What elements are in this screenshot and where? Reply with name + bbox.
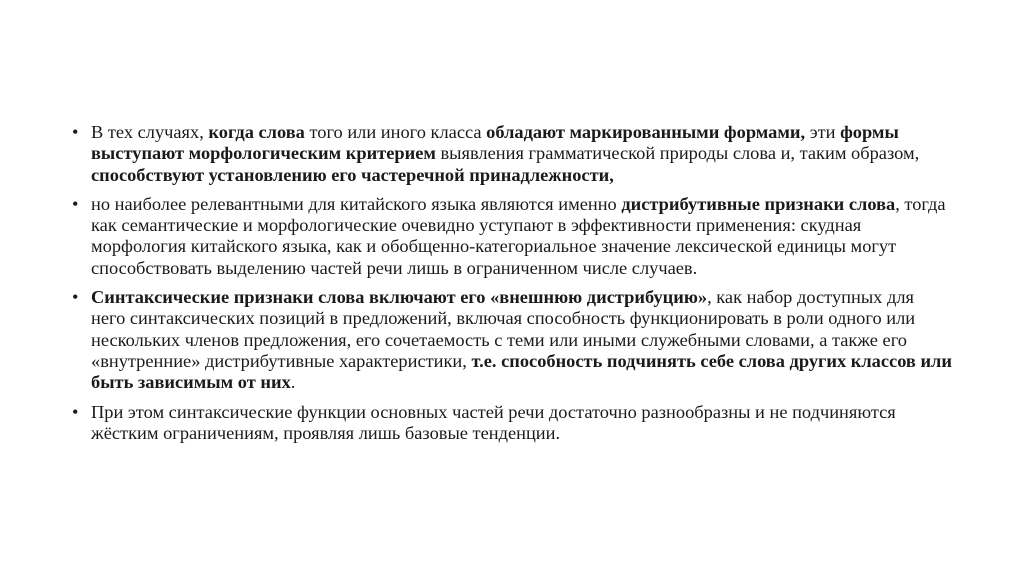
text-segment: того или иного класса (304, 122, 487, 142)
text-segment: эти (805, 122, 841, 142)
bold-segment: способствуют установлению его частеречной принадлежности, (91, 164, 614, 185)
bold-segment: формы выступают морфологическим критерием (91, 122, 899, 164)
bullet-text (91, 402, 896, 443)
bullet-item (72, 122, 952, 186)
bullet-dot-icon: • (72, 401, 79, 422)
text-segment: При этом синтаксические функции основных частей речи достаточно разнообразны и не подчиняются жёстким ограничениям, проявляя лишь базовые тенденции. (91, 401, 896, 443)
text-segment: , тогда как семантические и морфологические очевидно уступают в эффективности применения: скудная морфология китайского языка, как и обобщенно-категориальное значение лексической единицы могут способствовать выделению частей речи лишь в ограниченном числе случаев. (91, 193, 946, 278)
bullet-item (72, 194, 952, 279)
bullet-item (72, 402, 952, 445)
text-segment: . (290, 372, 296, 393)
bullet-dot-icon: • (72, 122, 79, 142)
bullet-dot-icon: • (72, 287, 79, 308)
text-segment: но наиболее релевантными для китайского языка являются именно (91, 193, 622, 214)
text-segment: выявления грамматической природы слова и, таким образом, (435, 143, 920, 164)
text-segment: , как набор доступных для него синтаксических позиций в предложений, включая способность функционировать в роли одного или нескольких членов предложения, его сочетаемость с теми или иными служебными словами, а также его «внутренние» дистрибутивные характеристики, (91, 287, 916, 371)
bold-segment: т.е. способность подчинять себе слова других классов или быть зависимым от них (91, 350, 952, 393)
bullet-item (72, 287, 952, 393)
bold-segment: когда слова (208, 122, 305, 142)
bold-segment: Синтаксические признаки слова включают его «внешнюю дистрибуцию» (91, 287, 708, 308)
bullet-text (91, 194, 946, 278)
text-segment: В тех случаях, (91, 122, 209, 142)
bullet-text (91, 287, 952, 392)
bullet-text (91, 122, 919, 185)
bold-segment: дистрибутивные признаки слова (621, 193, 896, 214)
bullet-dot-icon: • (72, 193, 79, 214)
bold-segment: обладают маркированными формами, (486, 122, 806, 142)
bullet-list (72, 122, 952, 452)
